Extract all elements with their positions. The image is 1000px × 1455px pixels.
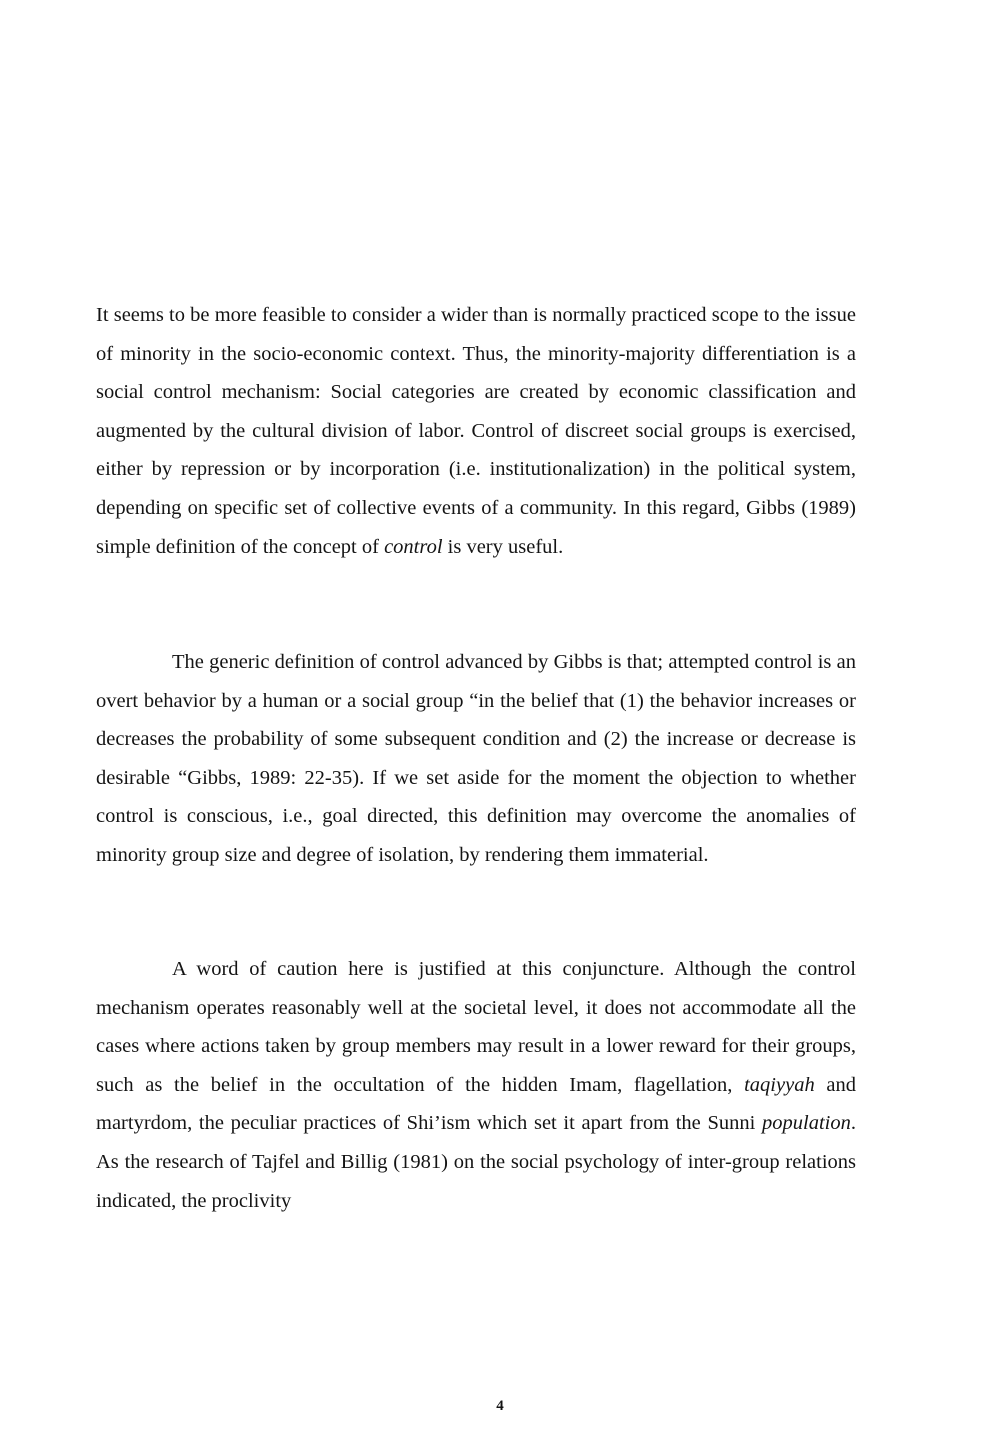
paragraph-2-text: The generic definition of control advanced by Gibbs is that; attempted control is an overt behavior by a human or a social group “in the belief that (1) the behavior increases or decreases the probability of some subsequent condition and (2) the increase or decrease is desirable “Gibbs, 1989: 22-35). If we set aside for the moment the objection to whether control is conscious, i.e., goal directed, this definition may overcome the anomalies of minority group size and degree of isolation, by rendering them immaterial.: [96, 651, 856, 866]
paragraph-3-italic-population: population: [762, 1112, 851, 1135]
paragraph-1-text-b: is very useful.: [442, 535, 564, 558]
paragraph-3: [96, 950, 856, 1220]
paragraph-3-italic-taqiyyah: taqiyyah: [744, 1073, 815, 1096]
paragraph-1-text-a: It seems to be more feasible to consider a wider than is normally practiced scope to the issue of minority in the socio-economic context. Thus, the minority-majority differentiation is a social control mechanism: Social categories are created by economic classification and augmented by the cultural division of labor. Control of discreet social groups is exercised, either by repression or by incorporation (i.e. institutionalization) in the political system, depending on specific set of collective events of a community. In this regard, Gibbs (1989) simple definition of the concept of: [96, 304, 856, 558]
paragraph-3-text-c: . As the research of Tajfel and Billig (1981) on the social psychology of inter-group relations indicated, the proclivity: [96, 1112, 856, 1212]
paragraph-1-italic-control: control: [384, 535, 443, 558]
paragraph-3-text-b: and martyrdom, the peculiar practices of Shi’ism which set it apart from the Sunni: [96, 1073, 856, 1135]
paragraph-3-text-a: A word of caution here is justified at this conjuncture. Although the control mechanism operates reasonably well at the societal level, it does not accommodate all the cases where actions taken by group members may result in a lower reward for their groups, such as the belief in the occultation of the hidden Imam, flagellation,: [96, 958, 856, 1096]
page-number: 4: [496, 1398, 504, 1414]
paragraph-1: [96, 296, 856, 566]
paragraph-2: [96, 643, 856, 875]
